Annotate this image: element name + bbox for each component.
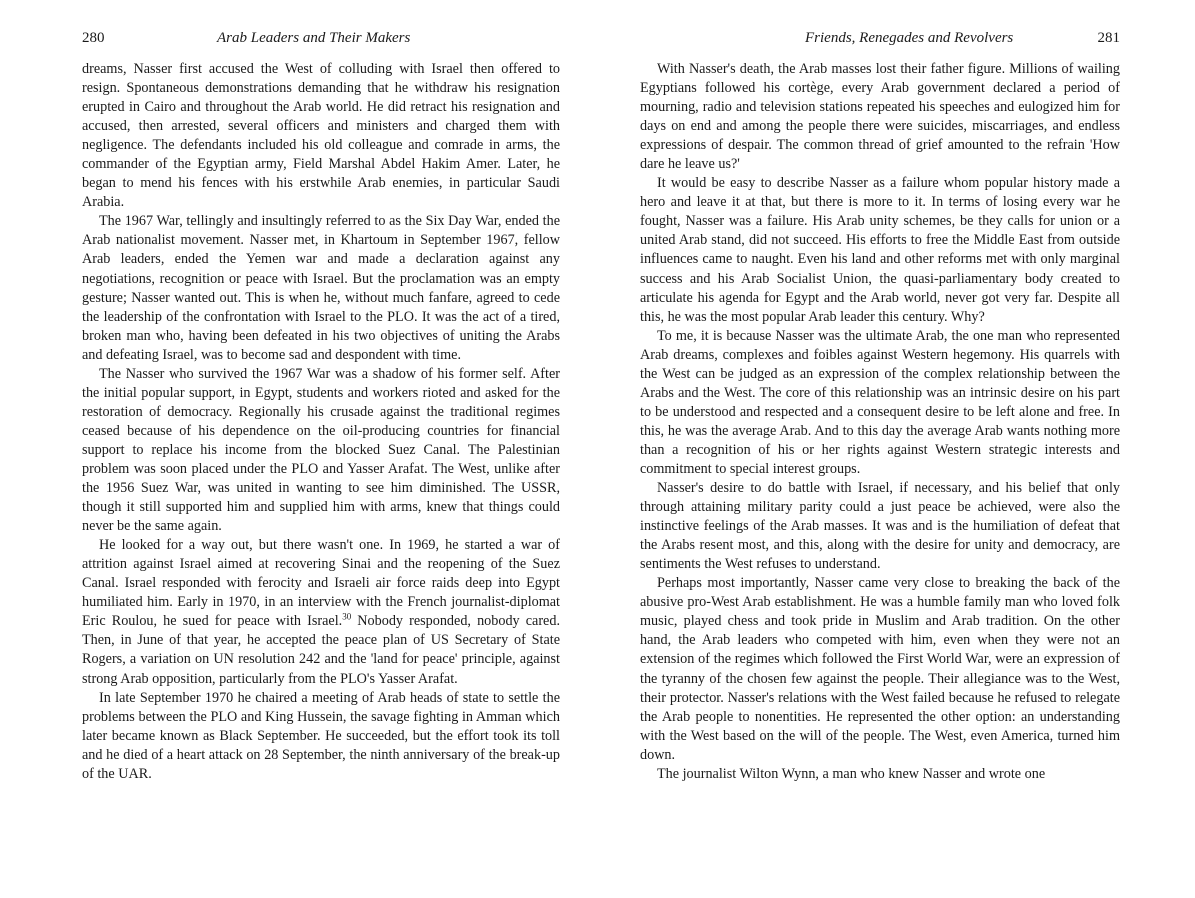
page-number-left: 280 [82, 30, 105, 46]
running-head-left [82, 30, 560, 50]
paragraph: Perhaps most importantly, Nasser came very close to breaking the back of the abusive pro-West Arab establishment. He was a humble family man who loved folk music, played chess and took pride in Muslim and Arab tradition. On the other hand, the Arab leaders who competed with him, even when they were not an extension of the regimes which followed the First World War, were an expression of the tyranny of the chosen few against the people. Their allegiance was to the West, their protector. Nasser's relations with the West failed because he refused to relegate the Arab people to nonentities. He represented the other option: an understanding with the West based on the will of the people. The West, even America, turned him down. [640, 575, 1120, 763]
paragraph: Nasser's desire to do battle with Israel, if necessary, and his belief that only through attaining military parity could a just peace be achieved, were also the instinctive feelings of the Arab masses. It was and is the humiliation of defeat that the Arabs resent most, and this, along with the desire for unity and democracy, are sentiments the West refuses to understand. [640, 480, 1120, 573]
paragraph: In late September 1970 he chaired a meeting of Arab heads of state to settle the problems between the PLO and King Hussein, the savage fighting in Amman which later became known as Black September. He succeeded, but the effort took its toll and he died of a heart attack on 28 September, the ninth anniversary of the break-up of the UAR. [82, 689, 560, 782]
paragraph: The Nasser who survived the 1967 War was a shadow of his former self. After the initial popular support, in Egypt, students and workers rioted and asked for the restoration of democracy. Regionally his crusade against the traditional regimes ceased because of his dependence on the oil-producing countries for financial support to replace his income from the blocked Suez Canal. The Palestinian problem was soon placed under the PLO and Yasser Arafat. The West, unlike after the 1956 Suez War, was united in wanting to see him diminished. The USSR, though it still supported him and supplied him with arms, knew that things could never be the same again. [82, 365, 560, 535]
page-number-right: 281 [1097, 30, 1120, 46]
footnote-reference: 30 [342, 611, 352, 622]
left-page [82, 0, 560, 898]
running-head-right [640, 30, 1120, 50]
paragraph: dreams, Nasser first accused the West of colluding with Israel then offered to resign. Spontaneous demonstrations demanding that he withdraw his resignation erupted in Cairo and throughout the Arab world. He did retract his resignation and accused, then arrested, several officers and ministers and charged them with negligence. The defendants included his old colleague and comrade in arms, the commander of the Egyptian army, Field Marshal Abdel Hakim Amer. Later, he began to mend his fences with his erstwhile Arab enemies, in particular Saudi Arabia. [82, 61, 560, 211]
running-title-left: Arab Leaders and Their Makers [217, 30, 411, 46]
paragraph-text-continued: Nobody responded, nobody cared. Then, in June of that year, he accepted the peace plan of US Secretary of State Rogers, a variation on UN resolution 242 and the 'land for peace' principle, against strong Arab opposition, particularly from the PLO's Yasser Arafat. [82, 613, 560, 687]
paragraph: It would be easy to describe Nasser as a failure whom popular history made a hero and leave it at that, but there is more to it. In terms of losing every war he fought, Nasser was a failure. His Arab unity schemes, be they calls for union or a united Arab stand, did not succeed. His efforts to free the Middle East from outside influences came to naught. Even his land and other reforms met with only marginal success and his Arab Socialist Union, the quasi-parliamentary body created to articulate his agenda for Egypt and the Arab world, never got very far. Despite all this, he was the most popular Arab leader this century. Why? [640, 175, 1120, 325]
paragraph: The journalist Wilton Wynn, a man who knew Nasser and wrote one [657, 765, 1046, 782]
body-text-right [640, 60, 1120, 784]
running-title-right: Friends, Renegades and Revolvers [805, 30, 1014, 46]
body-text-left [82, 60, 560, 784]
paragraph [82, 536, 560, 688]
paragraph-text: He looked for a way out, but there wasn't one. In 1969, he started a war of attrition against Israel aimed at recovering Sinai and the reopening of the Suez Canal. Israel responded with ferocity and Israeli air force raids deep into Egypt humiliated him. Early in 1970, in an interview with the French journalist-diplomat Eric Roulou, he sued for peace with Israel. [82, 537, 560, 630]
right-page [640, 0, 1120, 898]
paragraph: The 1967 War, tellingly and insultingly referred to as the Six Day War, ended the Arab nationalist movement. Nasser met, in Khartoum in September 1967, fellow Arab leaders, ended the Yemen war and made a declaration against any negotiations, recognition or peace with Israel. But the proclamation was an empty gesture; Nasser wanted out. This is when he, without much fanfare, agreed to cede the leadership of the confrontation with Israel to the PLO. It was the act of a tired, broken man who, having been defeated in his two objectives of uniting the Arabs and defeating Israel, was to become sad and despondent with time. [82, 213, 560, 363]
paragraph: To me, it is because Nasser was the ultimate Arab, the one man who represented Arab dreams, complexes and foibles against Western hegemony. His quarrels with the West can be judged as an expression of the complex relationship between the Arabs and the West. The core of this relationship was an intrinsic desire on his part to be understood and respected and a consequent desire to be left alone and free. In this, he was the average Arab. And to this day the average Arab wants nothing more than a recognition of his or her rights against Western strategic interests and commitment to special interest groups. [640, 327, 1120, 477]
paragraph: With Nasser's death, the Arab masses lost their father figure. Millions of wailing Egyptians followed his cortège, every Arab government declared a period of mourning, radio and television stations repeated his speeches and eulogized him for days on end and among the people there were suicides, miscarriages, and endless expressions of despair. The common thread of grief amounted to the refrain 'How dare he leave us?' [640, 61, 1120, 173]
